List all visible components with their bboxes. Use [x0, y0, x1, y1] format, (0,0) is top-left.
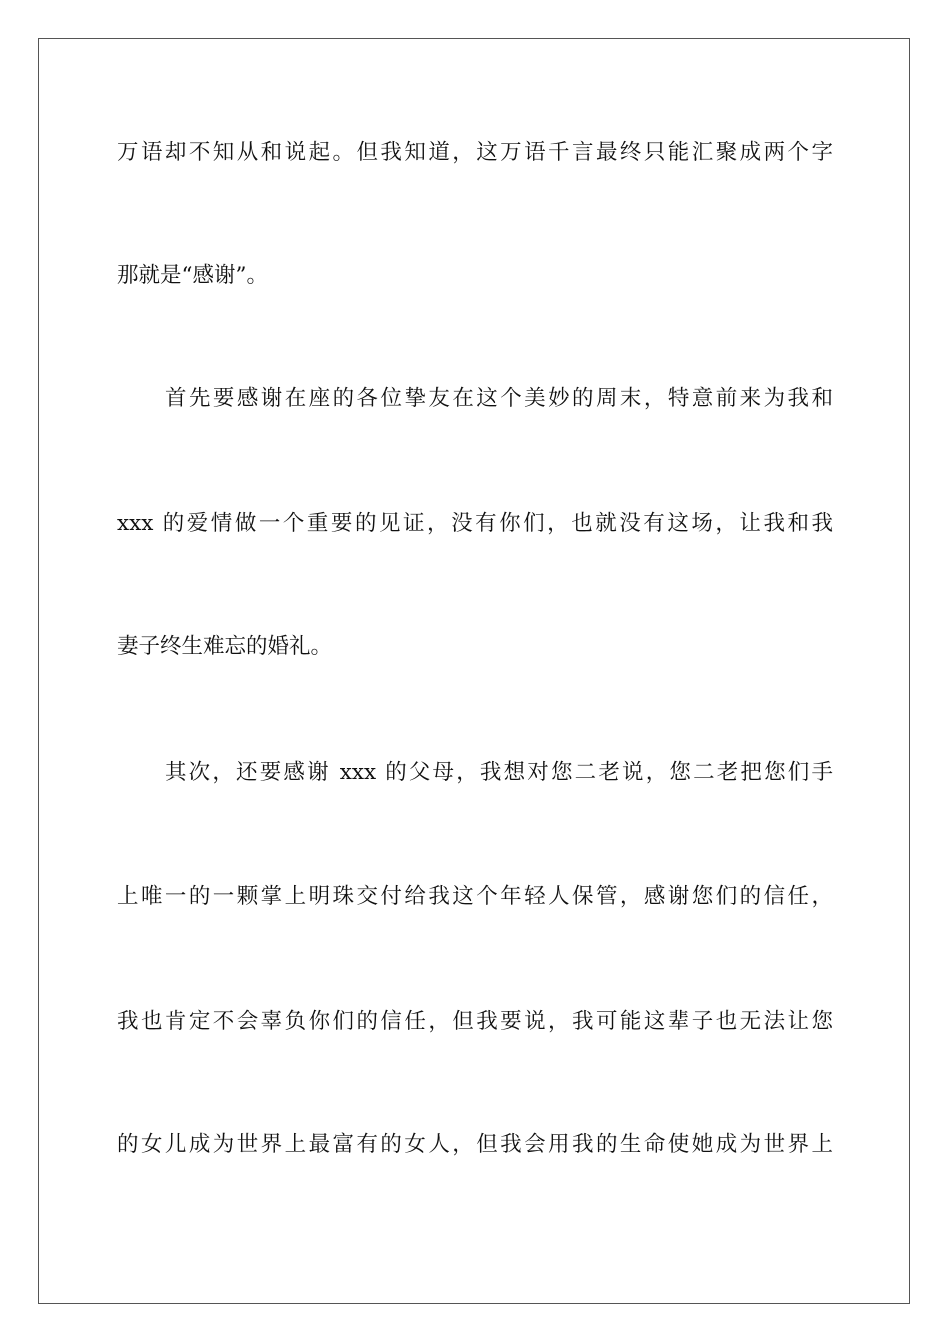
text-line: 妻子终生难忘的婚礼。 — [117, 634, 333, 659]
page-border — [38, 38, 910, 1304]
text-line: 的女儿成为世界上最富有的女人，但我会用我的生命使她成为世界上 — [117, 1132, 833, 1157]
paragraph-first-line: 首先要感谢在座的各位挚友在这个美妙的周末，特意前来为我和 — [165, 386, 833, 411]
text-line: 上唯一的一颗掌上明珠交付给我这个年轻人保管，感谢您们的信任， — [117, 884, 833, 909]
paragraph-first-line: 其次，还要感谢 xxx 的父母，我想对您二老说，您二老把您们手 — [165, 760, 833, 785]
text-line: xxx 的爱情做一个重要的见证，没有你们，也就没有这场，让我和我 — [117, 511, 833, 536]
text-line: 我也肯定不会辜负你们的信任，但我要说，我可能这辈子也无法让您 — [117, 1009, 833, 1034]
text-line: 万语却不知从和说起。但我知道，这万语千言最终只能汇聚成两个字 — [117, 140, 833, 165]
text-line: 那就是“感谢”。 — [117, 263, 268, 288]
